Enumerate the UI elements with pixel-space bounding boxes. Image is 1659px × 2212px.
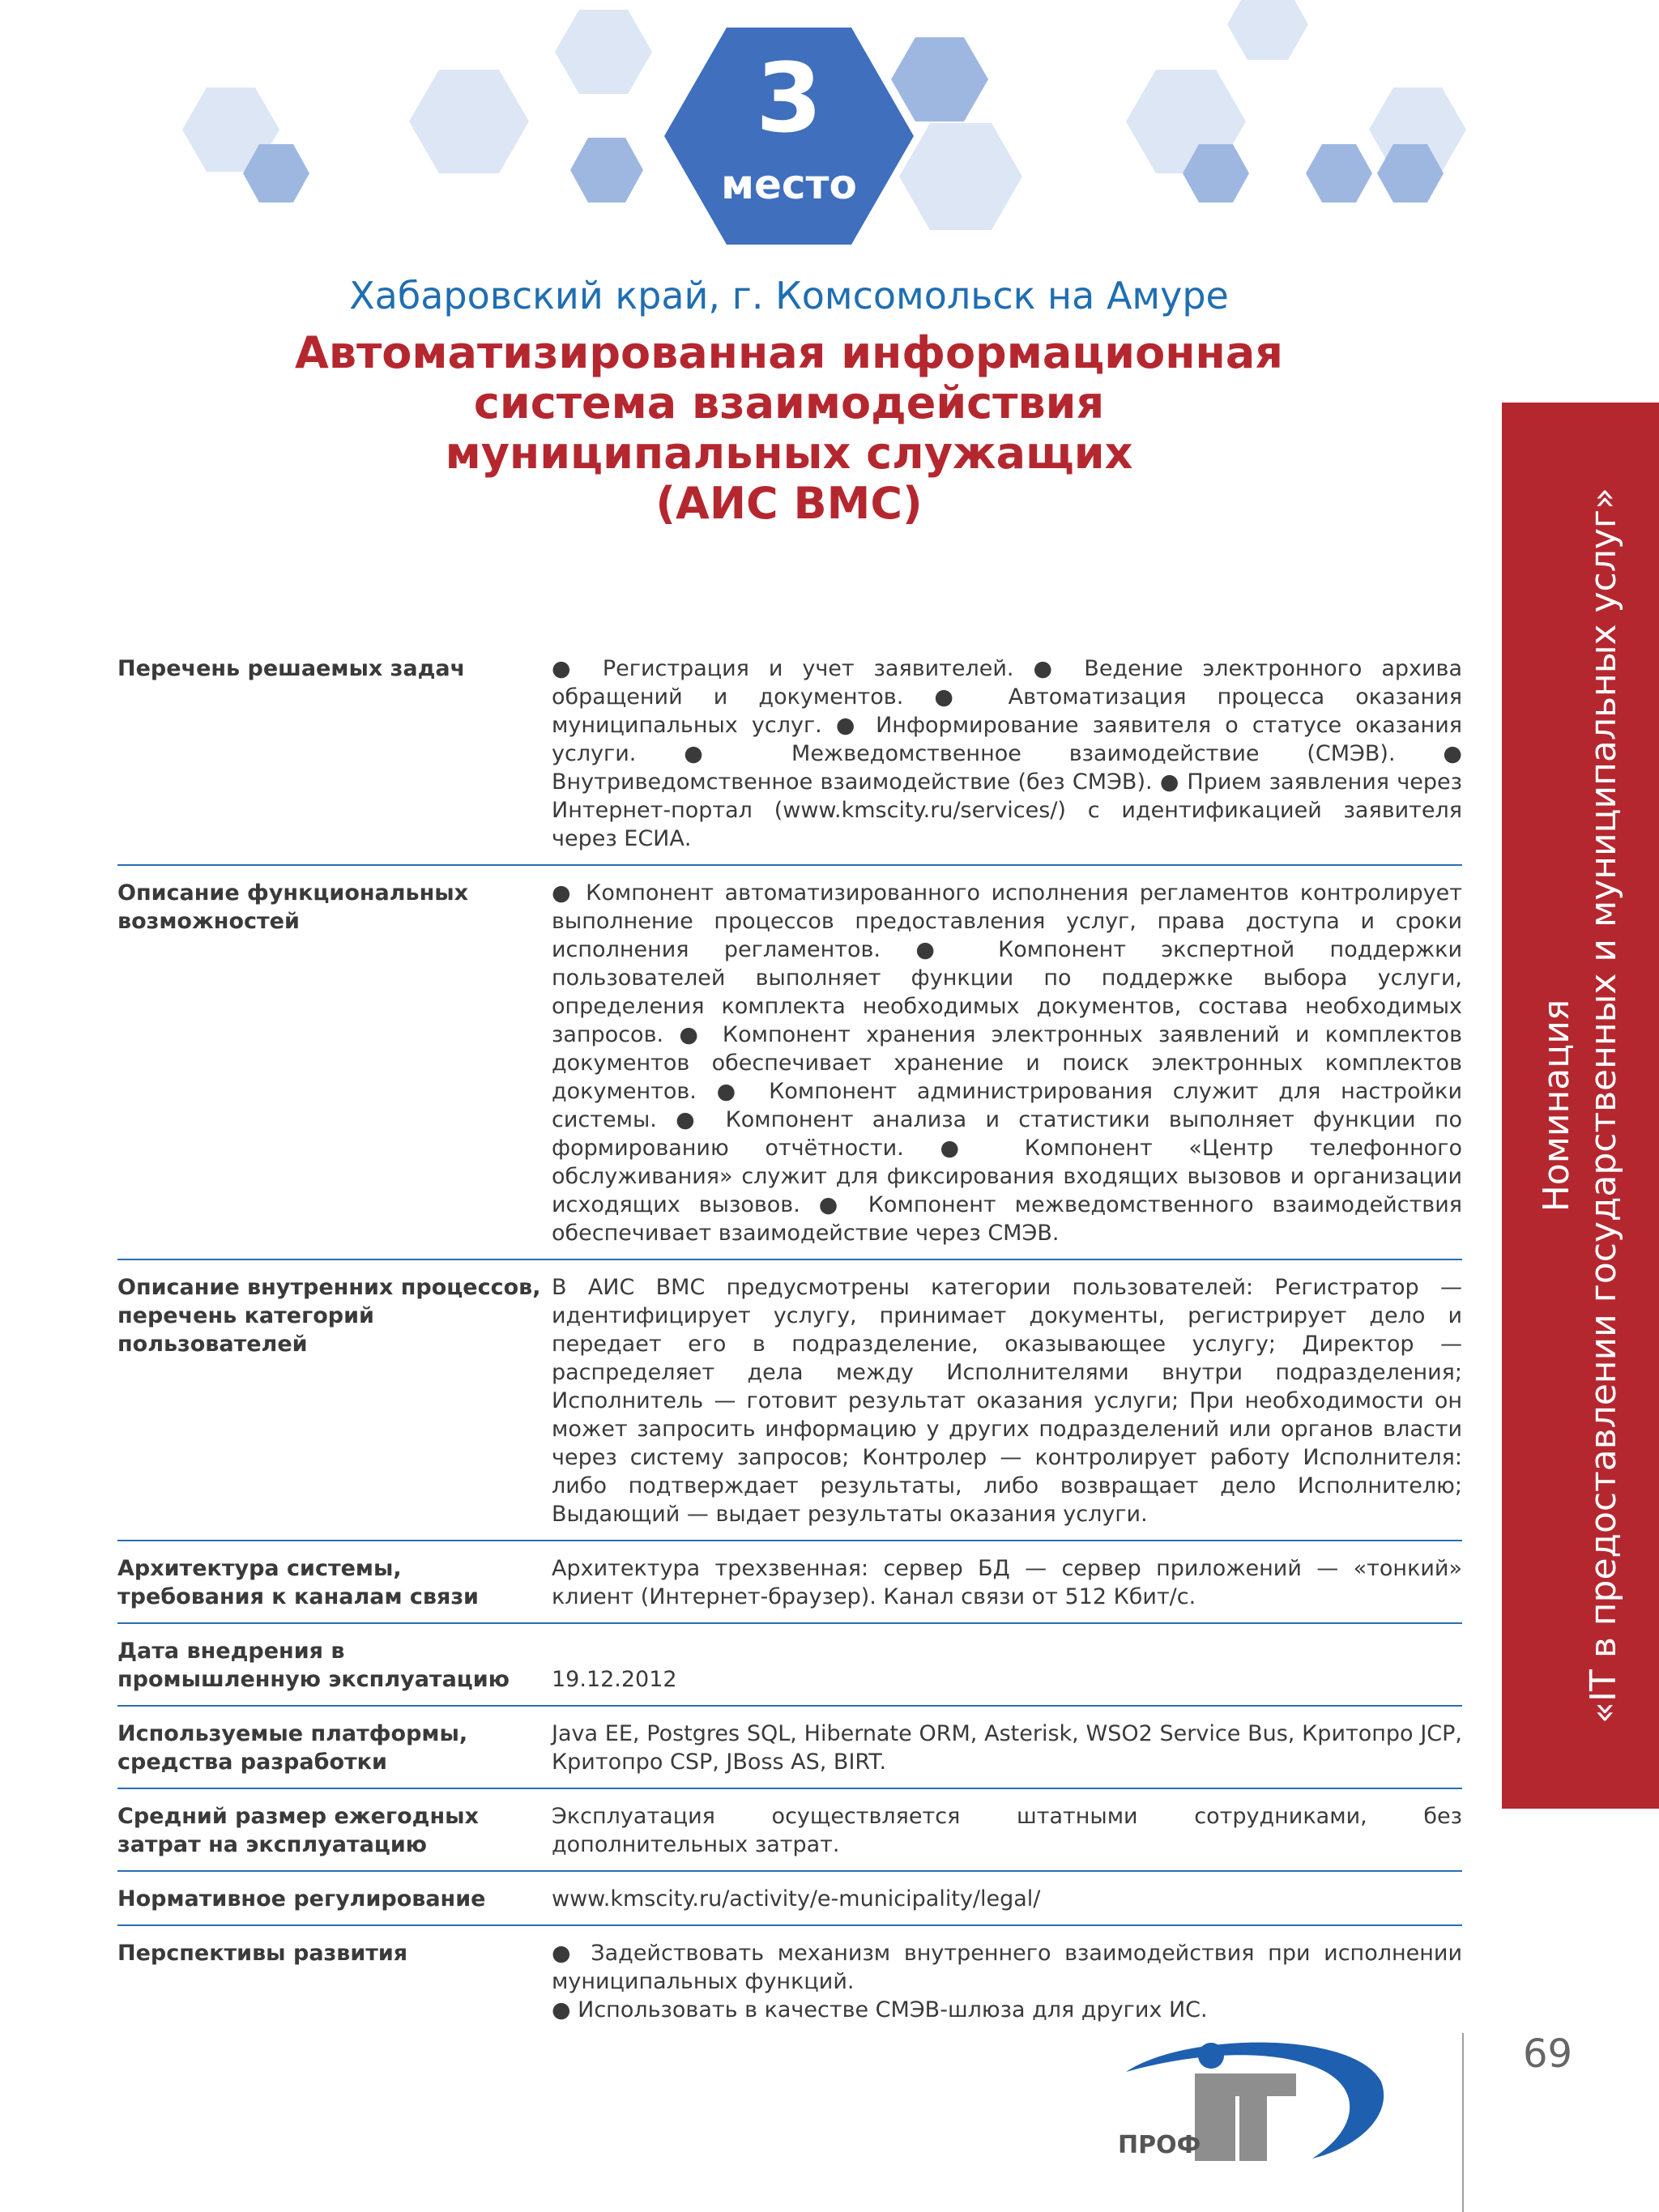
prof-it-logo <box>1118 2025 1385 2163</box>
row-value: Эксплуатация осуществляется штатными сотрудниками, без дополнительных затрат. <box>552 1804 1462 1857</box>
row-value: ● Регистрация и учет заявителей. ● Ведение электронного архива обращений и документов. ● Автоматизация процесса оказания муниципальных услуг. ● Информирование заявителя о статусе оказания услуги. ● Межведомственное взаимодействие (СМЭВ). ● Внутриведомственное взаимодействие (без СМЭВ). ● Прием заявления через Интернет-портал (www.kmscity.ru/services/) с идентификацией заявителя через ЕСИА. <box>552 656 1462 851</box>
nomination-line: Номинация <box>1536 999 1577 1213</box>
table-row <box>117 874 1462 1260</box>
place-number: 3 <box>755 42 823 154</box>
row-value: www.kmscity.ru/activity/e-municipality/legal/ <box>552 1886 1041 1912</box>
row-label: Средний размер ежегодных затрат на эксплуатацию <box>117 1804 479 1857</box>
row-label: Описание функциональных возможностей <box>117 880 469 934</box>
table-row <box>117 1632 1462 1707</box>
spec-table <box>117 650 1462 2044</box>
table-row <box>117 1268 1462 1541</box>
page-number: 69 <box>1523 2031 1573 2077</box>
row-value: ● Компонент автоматизированного исполнения регламентов контролирует выполнение процессов предоставления услуг, права доступа и сроки исполнения регламентов. ● Компонент экспертной поддержки пользователей выполняет функции по поддержке выбора услуги, определения комплекта необходимых документов, состава необходимых запросов. ● Компонент хранения электронных заявлений и комплектов документов обеспечивает хранение и поиск электронных комплектов документов. ● Компонент администрирования служит для настройки системы. ● Компонент анализа и статистики выполняет функции по формированию отчётности. ● Компонент «Центр телефонного обслуживания» служит для фиксирования входящих вызовов и организации исходящих вызовов. ● Компонент межведомственного взаимодействия обеспечивает взаимодействие через СМЭВ. <box>552 880 1462 1246</box>
row-value: Java EE, Postgres SQL, Hibernate ORM, Asterisk, WSO2 Service Bus, Критопро JCP, Критопро CSP, JBoss AS, BIRT. <box>552 1721 1462 1775</box>
row-value-line: ● Задействовать механизм внутреннего взаимодействия при исполнении муниципальных функций. <box>552 1941 1462 1994</box>
row-value: Архитектура трехзвенная: сервер БД — сервер приложений — «тонкий» клиент (Интернет-браузер). Канал связи от 512 Кбит/с. <box>552 1556 1462 1609</box>
row-label: Нормативное регулирование <box>117 1886 486 1912</box>
title-line: система взаимодействия <box>473 377 1105 428</box>
region-heading: Хабаровский край, г. Комсомольск на Амуре <box>349 274 1229 318</box>
row-label: Дата внедрения в промышленную эксплуатацию <box>117 1639 510 1692</box>
table-row <box>117 1549 1462 1624</box>
nomination-line: «IT в предоставлении государственных и муниципальных услуг» <box>1583 488 1624 1724</box>
row-value <box>552 1939 1462 2024</box>
row-label: Описание внутренних процессов, перечень категорий пользователей <box>117 1275 541 1357</box>
table-row <box>117 1715 1462 1789</box>
nomination-text <box>1533 403 1627 1809</box>
title-line: (АИС ВМС) <box>655 478 923 529</box>
row-value: В АИС ВМС предусмотрены категории пользователей: Регистратор — идентифицирует услугу, принимает документы, регистрирует дело и передает его в подразделение, оказывающее услугу; Директор — распределяет дела между Исполнителями внутри подразделения; Исполнитель — готовит результат оказания услуги; При необходимости он может запросить информацию у других подразделений или органов власти через систему запросов; Контролер — контролирует работу Исполнителя: либо подтверждает результаты, либо возвращает дело Исполнителю; Выдающий — выдает результаты оказания услуги. <box>552 1275 1462 1527</box>
title-line: муниципальных служащих <box>445 428 1133 479</box>
row-label: Архитектура системы, требования к каналам связи <box>117 1556 479 1609</box>
svg-text:ПРОФ: ПРОФ <box>1118 2131 1201 2159</box>
row-value: 19.12.2012 <box>552 1667 677 1692</box>
row-label: Перечень решаемых задач <box>117 656 466 681</box>
table-row <box>117 1797 1462 1872</box>
table-row <box>117 650 1462 866</box>
row-value-line: ● Использовать в качестве СМЭВ-шлюза для других ИС. <box>552 1997 1208 2022</box>
nomination-banner <box>1502 403 1659 1809</box>
row-label: Перспективы развития <box>117 1941 408 1966</box>
table-row <box>117 1880 1462 1926</box>
footer-divider <box>1462 2033 1464 2212</box>
place-label: место <box>721 161 857 208</box>
row-label: Используемые платформы, средства разработки <box>117 1721 468 1775</box>
title-line: Автоматизированная информационная <box>295 327 1283 378</box>
table-row <box>117 1934 1462 2035</box>
page-title <box>130 328 1448 529</box>
